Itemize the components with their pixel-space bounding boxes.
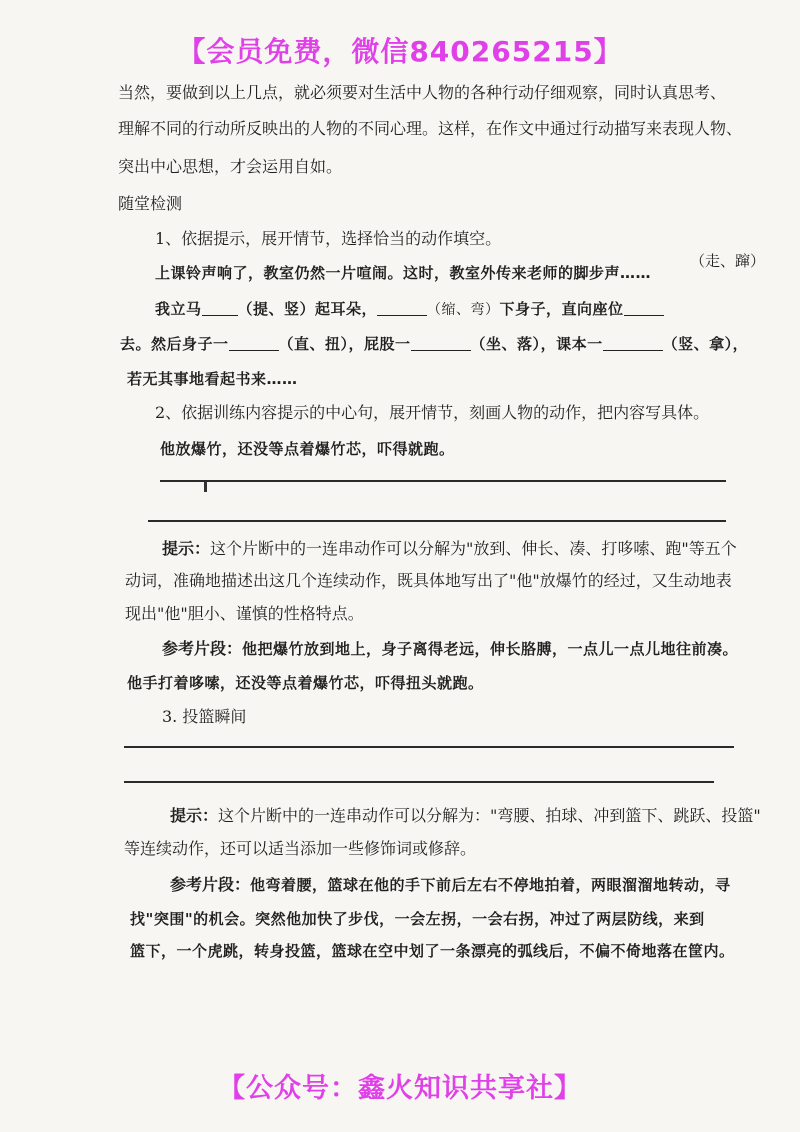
q3-answer-line-1[interactable] [124, 746, 734, 748]
q1-p2c: 下身子，直向座位 [499, 300, 624, 318]
q3-reference-line-1 [170, 874, 731, 896]
q3-title: 3. 投篮瞬间 [162, 707, 247, 726]
q3-reference-line-3: 篮下，一个虎跳，转身投篮，篮球在空中划了一条漂亮的弧线后，不偏不倚地落在筐内。 [130, 942, 735, 960]
q1-paragraph-4: 若无其事地看起书来…… [127, 370, 298, 388]
q2-tip-text-1: 这个片断中的一连串动作可以分解为"放到、伸长、凑、打哆嗦、跑"等五个 [210, 539, 737, 558]
q1-hint-shrink: （缩、弯） [427, 302, 500, 318]
q1-paragraph-1: 上课铃声响了，教室仍然一片喧闹。这时，教室外传来老师的脚步声…… [155, 264, 652, 282]
q2-tip-line-2: 动词，准确地描述出这几个连续动作，既具体地写出了"他"放爆竹的经过，又生动地表 [125, 571, 732, 590]
q3-reference-label: 参考片段： [170, 875, 251, 894]
q2-reference-text-1: 他把爆竹放到地上，身子离得老远，伸长胳膊，一点儿一点儿地往前凑。 [242, 640, 739, 658]
q1-p3b: ，屁股一 [348, 335, 411, 353]
intro-line-2: 理解不同的行动所反映出的人物的不同心理。这样，在作文中通过行动描写来表现人物、 [118, 119, 743, 138]
q1-blank-5[interactable] [411, 334, 471, 351]
q1-p2a: 我立马 [155, 300, 202, 318]
q1-title: 1、依据提示，展开情节，选择恰当的动作填空。 [155, 229, 502, 248]
q1-blank-6[interactable] [603, 334, 663, 351]
q2-prompt: 他放爆竹，还没等点着爆竹芯，吓得就跑。 [160, 440, 455, 458]
q3-reference-text-1: 他弯着腰，篮球在他的手下前后左右不停地拍着，两眼溜溜地转动，寻 [250, 876, 731, 894]
q2-reference-label: 参考片段： [162, 639, 243, 658]
q1-paragraph-2 [155, 298, 664, 321]
q1-paragraph-3 [120, 333, 748, 355]
intro-line-3: 突出中心思想，才会运用自如。 [118, 157, 343, 176]
q2-stray-mark [204, 482, 207, 492]
q1-blank-2[interactable] [377, 299, 427, 316]
q2-title: 2、依据训练内容提示的中心句，展开情节，刻画人物的动作，把内容写具体。 [155, 403, 710, 422]
q1-p3d: ， [732, 335, 749, 353]
q1-hint-straight: （直、扭） [278, 335, 349, 353]
q1-hint-stand: （竖、拿） [662, 335, 733, 353]
q1-hint-sit: （坐、落） [470, 335, 541, 353]
q2-answer-line-2[interactable] [148, 520, 726, 522]
q3-reference-line-2: 找"突围"的机会。突然他加快了步伐，一会左拐，一会右拐，冲过了两层防线，来到 [130, 910, 705, 928]
q1-p3a: 去。然后身子一 [120, 335, 229, 353]
q2-reference-line-1 [162, 638, 738, 660]
q3-tip-line-2: 等连续动作，还可以适当添加一些修饰词或修辞。 [124, 839, 477, 858]
q2-reference-line-2: 他手打着哆嗦，还没等点着爆竹芯，吓得扭头就跑。 [127, 674, 484, 692]
q1-blank-1[interactable] [202, 299, 238, 316]
q3-tip-line-1 [170, 805, 761, 827]
q1-hint-lift: （提、竖） [237, 300, 316, 318]
q1-blank-3[interactable] [624, 299, 664, 316]
header-watermark-banner: 【会员免费，微信840265215】 [177, 35, 623, 68]
q1-blank-4[interactable] [229, 334, 279, 351]
q2-answer-line-1[interactable] [160, 480, 726, 482]
q3-tip-label: 提示： [170, 806, 219, 825]
q2-tip-label: 提示： [162, 539, 211, 558]
q3-answer-line-2[interactable] [124, 781, 714, 783]
section-title: 随堂检测 [118, 194, 183, 213]
q2-tip-line-1 [162, 538, 737, 560]
q1-p3c: ，课本一 [540, 335, 603, 353]
q1-p2b: 起耳朵， [315, 300, 378, 318]
intro-line-1: 当然，要做到以上几点，就必须要对生活中人物的各种行动仔细观察，同时认真思考、 [118, 83, 727, 102]
q2-tip-line-3: 现出"他"胆小、谨慎的性格特点。 [125, 604, 364, 623]
q3-tip-text-1: 这个片断中的一连串动作可以分解为："弯腰、拍球、冲到篮下、跳跃、投篮" [218, 806, 761, 825]
footer-watermark-banner: 【公众号：鑫火知识共享社】 [218, 1073, 582, 1104]
q1-hint-walk: （走、蹿） [690, 252, 766, 270]
